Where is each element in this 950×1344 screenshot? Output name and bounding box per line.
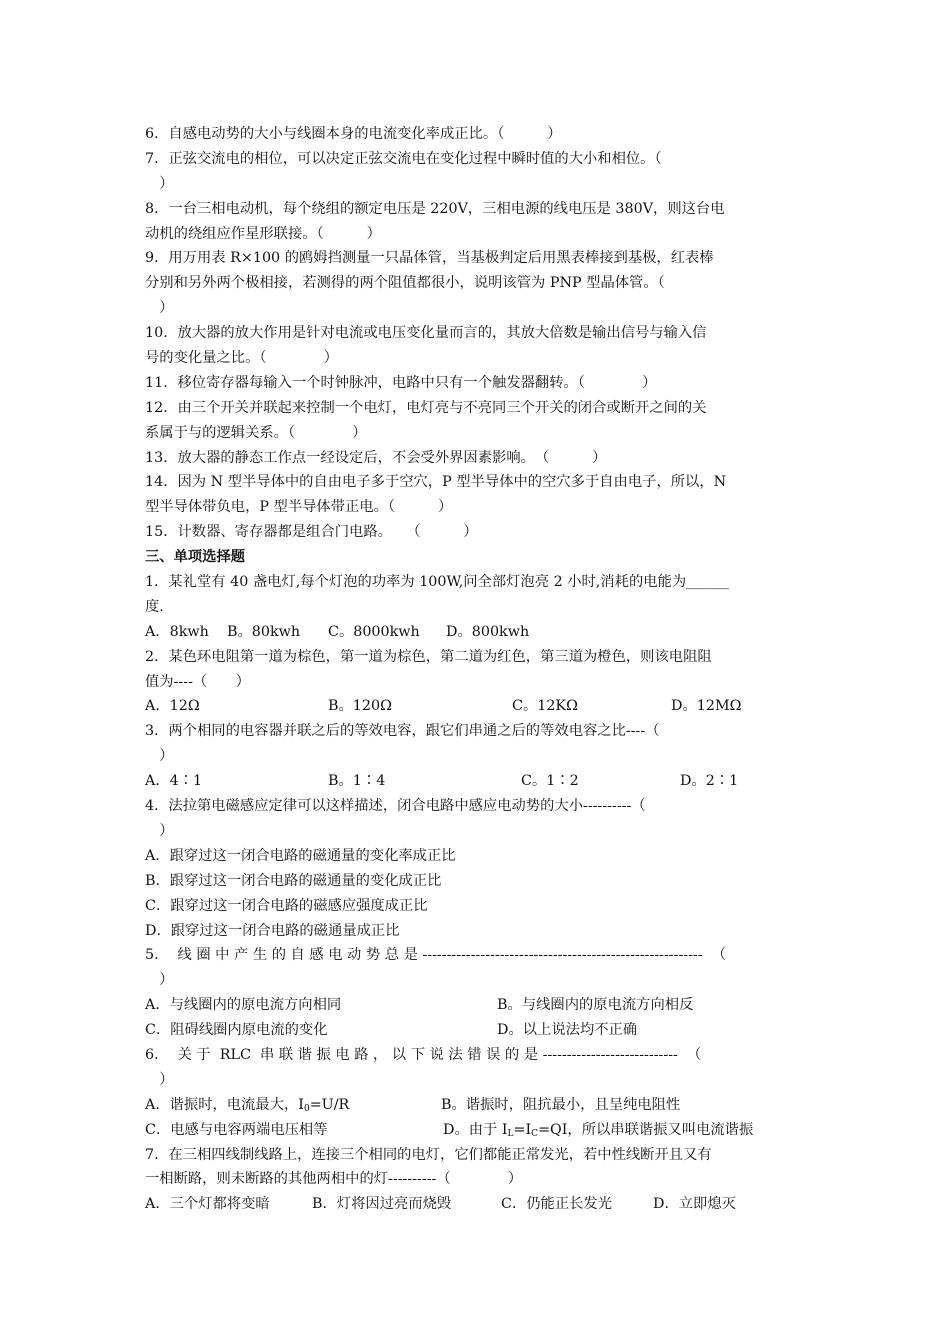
document-page [145, 122, 808, 1217]
option-a: A．与线圈内的原电流方向相同 [145, 997, 342, 1014]
mc-question-5 [145, 943, 808, 1043]
question-line: 型半导体带负电，P 型半导体带正电。（ ） [145, 499, 453, 516]
question-line: ） [145, 748, 174, 765]
option-b: B。谐振时，阻抗最小，且呈纯电阻性 [441, 1096, 681, 1113]
mc-question-1 [145, 570, 808, 645]
mc-question-3 [145, 719, 808, 794]
tf-question-15 [145, 520, 808, 545]
options-row [145, 694, 808, 719]
question-line: 11．移位寄存器每输入一个时钟脉冲，电路中只有一个触发器翻转。（ ） [145, 374, 657, 391]
option-c: C．仍能正长发光 [501, 1196, 613, 1213]
options-row [145, 769, 808, 794]
question-line: ） [145, 1071, 174, 1088]
options-row [145, 993, 808, 1018]
tf-question-9 [145, 246, 808, 321]
option-c: C。1∶2 [521, 773, 579, 790]
option-b: B。1∶4 [328, 773, 386, 790]
mc-question-6 [145, 1043, 808, 1143]
question-line: 10．放大器的放大作用是针对电流或电压变化量而言的，其放大倍数是输出信号与输入信 [145, 325, 707, 342]
question-line: 7．正弦交流电的相位，可以决定正弦交流电在变化过程中瞬时值的大小和相位。（ [145, 150, 662, 167]
option-d-text: D。由于 $I_L=I_C=QI$，所以串联谐振又叫电流谐振 [443, 1121, 754, 1139]
question-line: 9．用万用表 R×100 的鸥姆挡测量一只晶体管，当基极判定后用黑表棒接到基极，红表棒 [145, 250, 714, 267]
question-line: 13．放大器的静态工作点一经设定后，不会受外界因素影响。 （ ） [145, 449, 607, 466]
tf-question-13 [145, 446, 808, 471]
tf-question-12 [145, 396, 808, 446]
question-line: 15．计数器、寄存器都是组合门电路。 （ ） [145, 524, 478, 541]
tf-question-6 [145, 122, 808, 147]
question-line: ） [145, 822, 174, 839]
question-line: 7．在三相四线制线路上，连接三个相同的电灯，它们都能正常发光，若中性线断开且又有 [145, 1146, 712, 1163]
question-line: 4．法拉第电磁感应定律可以这样描述，闭合电路中感应电动势的大小----------（ [145, 798, 646, 815]
option-c: C．电感与电容两端电压相等 [145, 1121, 328, 1138]
question-line: 3．两个相同的电容器并联之后的等效电容，跟它们串通之后的等效电容之比----（ [145, 723, 660, 740]
question-line: 14．因为 N 型半导体中的自由电子多于空穴，P 型半导体中的空穴多于自由电子，所以，N [145, 474, 727, 491]
option-c: C。12KΩ [512, 698, 578, 715]
mc-question-7 [145, 1143, 808, 1218]
option-d: D。2∶1 [680, 773, 739, 790]
section-heading: 三、单项选择题 [145, 549, 246, 566]
question-line: ） [145, 175, 174, 192]
question-line: 1．某礼堂有 40 盏电灯,每个灯泡的功率为 100W,问全部灯泡亮 2 小时,消耗的电能为______ [145, 574, 730, 591]
question-line: 号的变化量之比。（ ） [145, 350, 339, 367]
question-line: 6．自感电动势的大小与线圈本身的电流变化率成正比。（ ） [145, 126, 562, 142]
option-b: B。80kwh [227, 623, 301, 640]
question-line: 5． 线 圈 中 产 生 的 自 感 电 动 势 总 是 ---------------------------------------------------------- （ [145, 947, 726, 964]
option-b: B。与线圈内的原电流方向相反 [497, 997, 694, 1014]
option-d: D。12MΩ [671, 698, 742, 715]
option-a: A．跟穿过这一闭合电路的磁通量的变化率成正比 [145, 847, 456, 864]
mc-question-2 [145, 645, 808, 720]
option-a [145, 1093, 349, 1118]
options-row [145, 1093, 808, 1118]
tf-question-8 [145, 197, 808, 247]
options-row [145, 1192, 808, 1217]
option-c: C．跟穿过这一闭合电路的磁感应强度成正比 [145, 897, 428, 914]
option-a: A．三个灯都将变暗 [145, 1196, 270, 1213]
tf-question-14 [145, 470, 808, 520]
question-line: 一相断路，则未断路的其他两相中的灯----------（ ） [145, 1171, 523, 1188]
question-line: 值为----（ ） [145, 673, 251, 690]
question-line: ） [145, 972, 174, 989]
question-line: ） [145, 300, 174, 317]
question-line: 系属于与的逻辑关系。（ ） [145, 424, 367, 441]
options-row [145, 620, 808, 645]
question-line: 分别和另外两个极相接，若测得的两个阻值都很小，说明该管为 PNP 型晶体管。（ [145, 275, 665, 292]
question-line: 8．一台三相电动机，每个绕组的额定电压是 220V，三相电源的线电压是 380V，则这台电 [145, 200, 725, 217]
question-line: 2．某色环电阻第一道为棕色，第一道为棕色，第二道为红色，第三道为橙色，则该电阻阻 [145, 648, 712, 665]
options-row [145, 1118, 808, 1143]
question-line: 12．由三个开关并联起来控制一个电灯，电灯亮与不亮同三个开关的闭合或断开之间的关 [145, 399, 707, 416]
option-c: C。8000kwh [328, 623, 420, 640]
option-a: A．8kwh [145, 623, 209, 640]
question-line: 动机的绕组应作星形联接。（ ） [145, 225, 381, 242]
question-line: 度. [145, 598, 164, 615]
option-a: A．12Ω [145, 698, 200, 715]
option-c: C．阻碍线圈内原电流的变化 [145, 1022, 328, 1039]
tf-question-10 [145, 321, 808, 371]
question-line: 6． 关 于 RLC 串 联 谐 振 电 路 ， 以 下 说 法 错 误 的 是 ---------------------------- （ [145, 1046, 702, 1063]
option-d: D。800kwh [446, 623, 530, 640]
option-a-text: A．谐振时，电流最大，$I_0=U/R$ [145, 1096, 350, 1114]
option-d [443, 1118, 753, 1143]
option-d: D．跟穿过这一闭合电路的磁通量成正比 [145, 922, 400, 939]
mc-question-4 [145, 794, 808, 943]
option-d: D。以上说法均不正确 [497, 1022, 638, 1039]
option-b: B。120Ω [328, 698, 392, 715]
option-d: D．立即熄灭 [653, 1196, 736, 1213]
tf-question-11 [145, 371, 808, 396]
options-row [145, 1018, 808, 1043]
option-b: B．灯将因过亮而烧毁 [312, 1196, 452, 1213]
option-a: A．4∶1 [145, 773, 203, 790]
option-b: B．跟穿过这一闭合电路的磁通量的变化成正比 [145, 872, 442, 889]
tf-question-7 [145, 147, 808, 197]
